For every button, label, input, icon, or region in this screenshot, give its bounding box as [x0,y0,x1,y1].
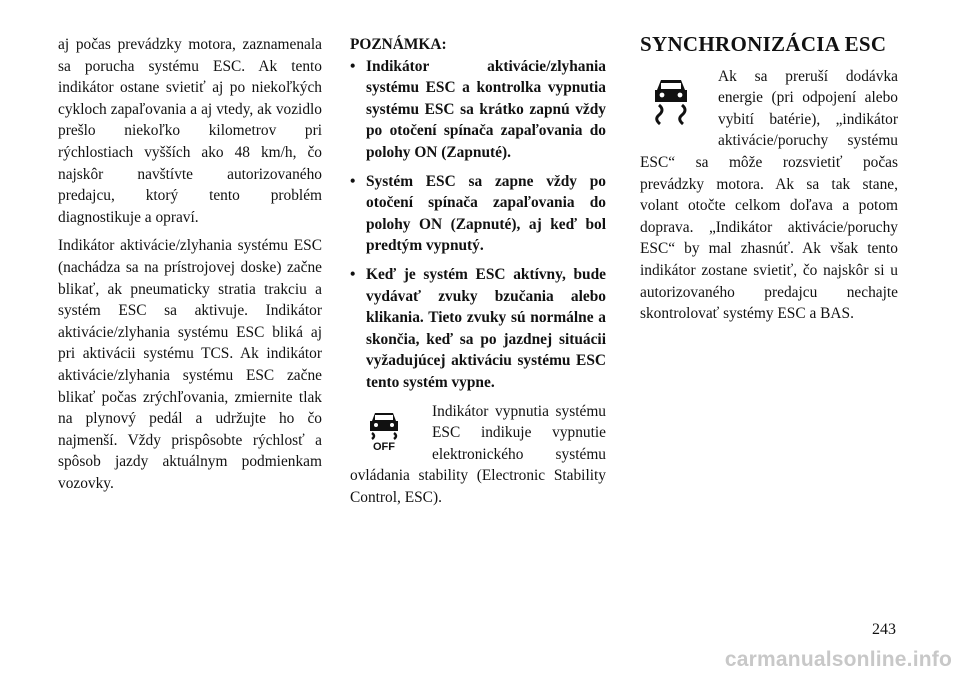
note-heading: POZNÁMKA: [350,36,447,53]
paragraph-esc-off-indicator: Indikátor vypnutia systému ESC indikuje vypnutie elektronického systému ovládania stability (Electronic Stability Control, ESC). [350,402,606,506]
note-bullet-item [350,56,606,164]
column-right [640,34,898,325]
note-bullet-text: Keď je systém ESC aktívny, bude vydávať zvuky bzučania alebo klikania. Tieto zvuky sú normálne a skončia, keď sa po jazdnej situácii vyžadujúcej aktiváciu systému ESC tento systém vypne. [366,265,606,391]
note-bullet-item [350,171,606,257]
note-bullet-text: Systém ESC sa zapne vždy po otočení spínača zapaľovania do polohy ON (Zapnuté), aj keď bol predtým vypnutý. [366,172,606,255]
watermark: carmanualsonline.info [724,648,952,671]
paragraph-esc-malfunction: aj počas prevádzky motora, zaznamenala sa porucha systému ESC. Ak tento indikátor ostane svietiť aj po niekoľkých cykloch zapaľovania a aj vtedy, ak vozidlo prešlo niekoľko kilometrov pri rýchlostiach vyšších ako 48 km/h, čo najskôr navštívte autorizovaného predajcu, ktorý tento problém diagnostikuje a opraví. [58,36,322,226]
bullet-dot: • [350,172,356,190]
column-left [58,34,322,494]
note-bullet-list [350,56,606,394]
paragraph-esc-synchronization: Ak sa preruší dodávka energie (pri odpojení alebo vybití batérie), „indikátor aktivácie/poruchy systému ESC“ sa môže rozsvietiť počas prevádzky motora. Ak sa tak stane, volant otočte celkom doľava a potom doprava. „Indikátor aktivácie/poruchy ESC“ by mal zhasnúť. Ak však tento indikátor zostane svietiť, čo najskôr si u autorizovaného predajcu nechajte skontrolovať systémy ESC a BAS. [640,67,898,323]
bullet-dot: • [350,57,356,75]
note-bullet-item [350,264,606,394]
off-label: OFF [373,440,395,451]
column-middle [350,34,606,508]
paragraph-esc-indicator-flashing: Indikátor aktivácie/zlyhania systému ESC (nachádza sa na prístrojovej doske) začne blikať, ak pneumaticky stratia trakciu a systém ESC sa aktivuje. Indikátor aktivácie/zlyhania systému ESC bliká aj pri aktivácii systému TCS. Ak indikátor aktivácie/zlyhania systému ESC začne blikať počas zrýchľovania, zmiernite tlak na plynový pedál a udržujte ho čo najmenší. Vždy prispôsobte rýchlosť a spôsob jazdy aktuálnym podmienkam vozovky. [58,237,322,492]
note-bullet-text: Indikátor aktivácie/zlyhania systému ESC a kontrolka vypnutia systému ESC sa krátko zapnú vždy po otočení spínača zapaľovania do polohy ON (Zapnuté). [366,57,606,161]
esc-off-indicator-block [350,401,606,509]
esc-off-icon [364,409,404,451]
bullet-dot: • [350,265,356,283]
page-number: 243 [872,621,896,638]
esc-skid-icon [650,76,692,128]
section-title: SYNCHRONIZÁCIA ESC [640,32,887,56]
